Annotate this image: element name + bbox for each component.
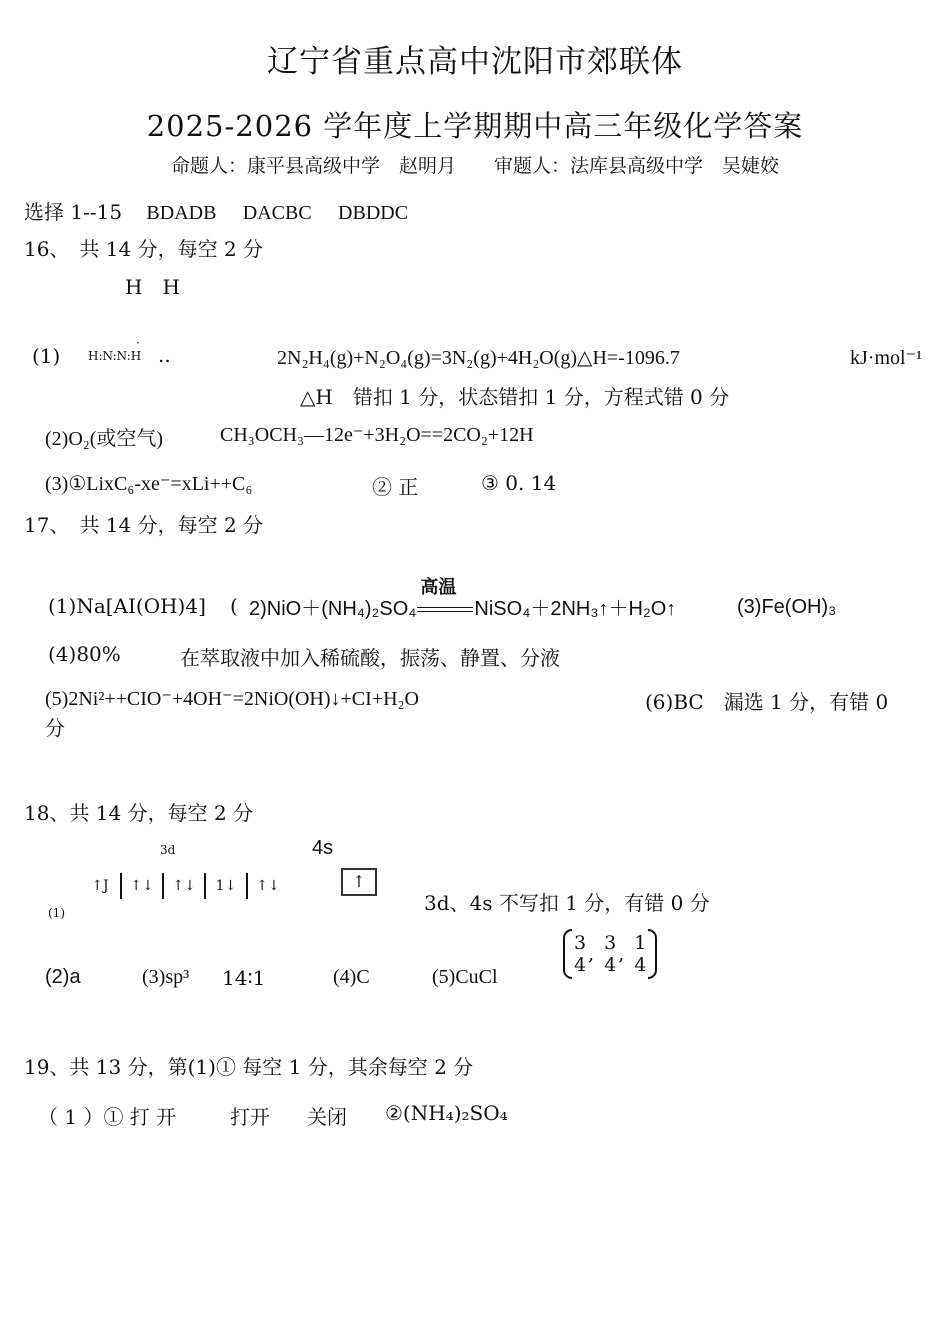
q18-part3-a: (3)sp³ [142, 966, 190, 988]
choice-group-3: DBDDC [338, 202, 409, 224]
q18-label-3d: 3d [160, 843, 176, 857]
frac-num: 3 [574, 932, 587, 954]
coord-fraction [634, 932, 646, 976]
authors: 命题人：康平县高级中学 赵明月 审题人：法库县高级中学 吴婕姣 [170, 155, 779, 177]
q17-heading: 17、 共 14 分，每空 2 分 [24, 513, 264, 537]
q18-heading: 18、共 14 分，每空 2 分 [24, 801, 254, 825]
q18-orbital-4s-box: ↑ [341, 868, 377, 896]
q18-part2: (2)a [45, 966, 81, 988]
q19-part1-c: 关闭 [307, 1105, 347, 1129]
q16-lewis-dots: .. [158, 343, 171, 367]
page-title: 辽宁省重点高中沈阳市郊联体 [267, 44, 683, 80]
orbital-divider [246, 873, 248, 899]
coord-fraction [604, 932, 616, 976]
frac-num: 1 [634, 932, 647, 954]
q16-lewis-structure: H:N:N:H [88, 349, 142, 363]
frac-den: 4 [634, 954, 647, 976]
q17-part1: (1)Na[AI(OH)4] [48, 594, 206, 618]
q17-heat-arrow [416, 577, 474, 621]
q16-part2-a: (2)O₂(或空气) [45, 428, 164, 450]
q16-heading: 16、 共 14 分，每空 2 分 [24, 237, 264, 261]
q18-part3-b: 14∶1 [222, 966, 266, 990]
q17-part2-open: ( [230, 594, 238, 618]
frac-num: 3 [604, 932, 617, 954]
q19-heading: 19、共 13 分，第(1)① 每空 1 分，其余每空 2 分 [24, 1055, 474, 1079]
q17-part2-lhs: 2)NiO＋(NH₄)₂SO₄ [249, 598, 417, 620]
q17-part6: (6)BC 漏选 1 分，有错 0 [645, 690, 889, 714]
orbital-divider [120, 873, 122, 899]
q18-grading-note: 3d、4s 不写扣 1 分，有错 0 分 [424, 891, 710, 915]
orbital-divider [162, 873, 164, 899]
orbital-cell: ↑↓ [256, 878, 280, 894]
coord-comma: , [618, 943, 625, 965]
orbital-cell: ↑↓ [130, 878, 154, 894]
q17-heat-condition: 高温 [420, 577, 457, 597]
frac-den: 4 [604, 954, 617, 976]
q18-label-4s: 4s [312, 837, 334, 859]
orbital-cell: ↑↓ [172, 878, 196, 894]
q18-part1-label: (1) [48, 906, 65, 920]
choice-group-1: BDADB [146, 202, 217, 224]
coord-fraction [574, 932, 586, 976]
q17-part2-rhs: NiSO₄＋2NH₃↑＋H₂O↑ [474, 598, 677, 620]
q17-part2-equation [249, 577, 677, 621]
left-bracket-icon [563, 929, 572, 979]
page-subtitle: 2025-2026 学年度上学期期中高三年级化学答案 [146, 109, 804, 143]
coord-comma: , [588, 943, 595, 965]
q17-part4-b: 在萃取液中加入稀硫酸，振荡、静置、分液 [180, 646, 560, 670]
equals-sign-icon [417, 607, 473, 612]
q16-grading-note: △H 错扣 1 分，状态错扣 1 分，方程式错 0 分 [300, 385, 730, 409]
q16-lewis-dot: · [136, 336, 140, 350]
orbital-divider [204, 873, 206, 899]
choice-answers [24, 196, 408, 225]
q18-part4: (4)C [333, 966, 370, 988]
q19-part1-b: 打开 [230, 1105, 270, 1129]
q19-part1-d: ②(NH₄)₂SO₄ [385, 1101, 508, 1125]
q17-part5: (5)2Ni²++CIO⁻+4OH⁻=2NiO(OH)↓+CI+H₂O [45, 688, 419, 710]
q16-part1-label: (1) [32, 344, 61, 368]
q18-coordinates [563, 929, 657, 979]
choice-group-2: DACBC [242, 202, 312, 224]
right-bracket-icon [648, 929, 657, 979]
q17-part3: (3)Fe(OH)₃ [737, 596, 837, 618]
q17-part4-a: (4)80% [48, 642, 121, 666]
q16-part2-b: CH₃OCH₃—12e⁻+3H₂O==2CO₂+12H [220, 424, 534, 446]
q16-part3-c: ③ 0. 14 [481, 471, 557, 495]
orbital-cell: ↑J [91, 878, 109, 894]
choice-label: 选择 1--15 [24, 200, 123, 224]
frac-den: 4 [574, 954, 587, 976]
q16-unit: kJ·mol⁻¹ [850, 347, 923, 369]
q18-part5: (5)CuCl [432, 966, 498, 988]
q18-orbital-diagram-3d [86, 873, 282, 899]
q16-equation: 2N₂H₄(g)+N₂O₄(g)=3N₂(g)+4H₂O(g)△H=-1096.7 [277, 347, 680, 369]
orbital-cell: 1↓ [215, 878, 237, 894]
q19-part1: （ 1 ）① 打 开 [38, 1105, 177, 1129]
q17-part6-cont: 分 [45, 716, 65, 740]
q16-part3-b: ② 正 [372, 475, 419, 499]
q16-lewis-h: H H [125, 275, 180, 299]
q16-part3-a: (3)①LixC₆-xe⁻=xLi++C₆ [45, 473, 253, 495]
